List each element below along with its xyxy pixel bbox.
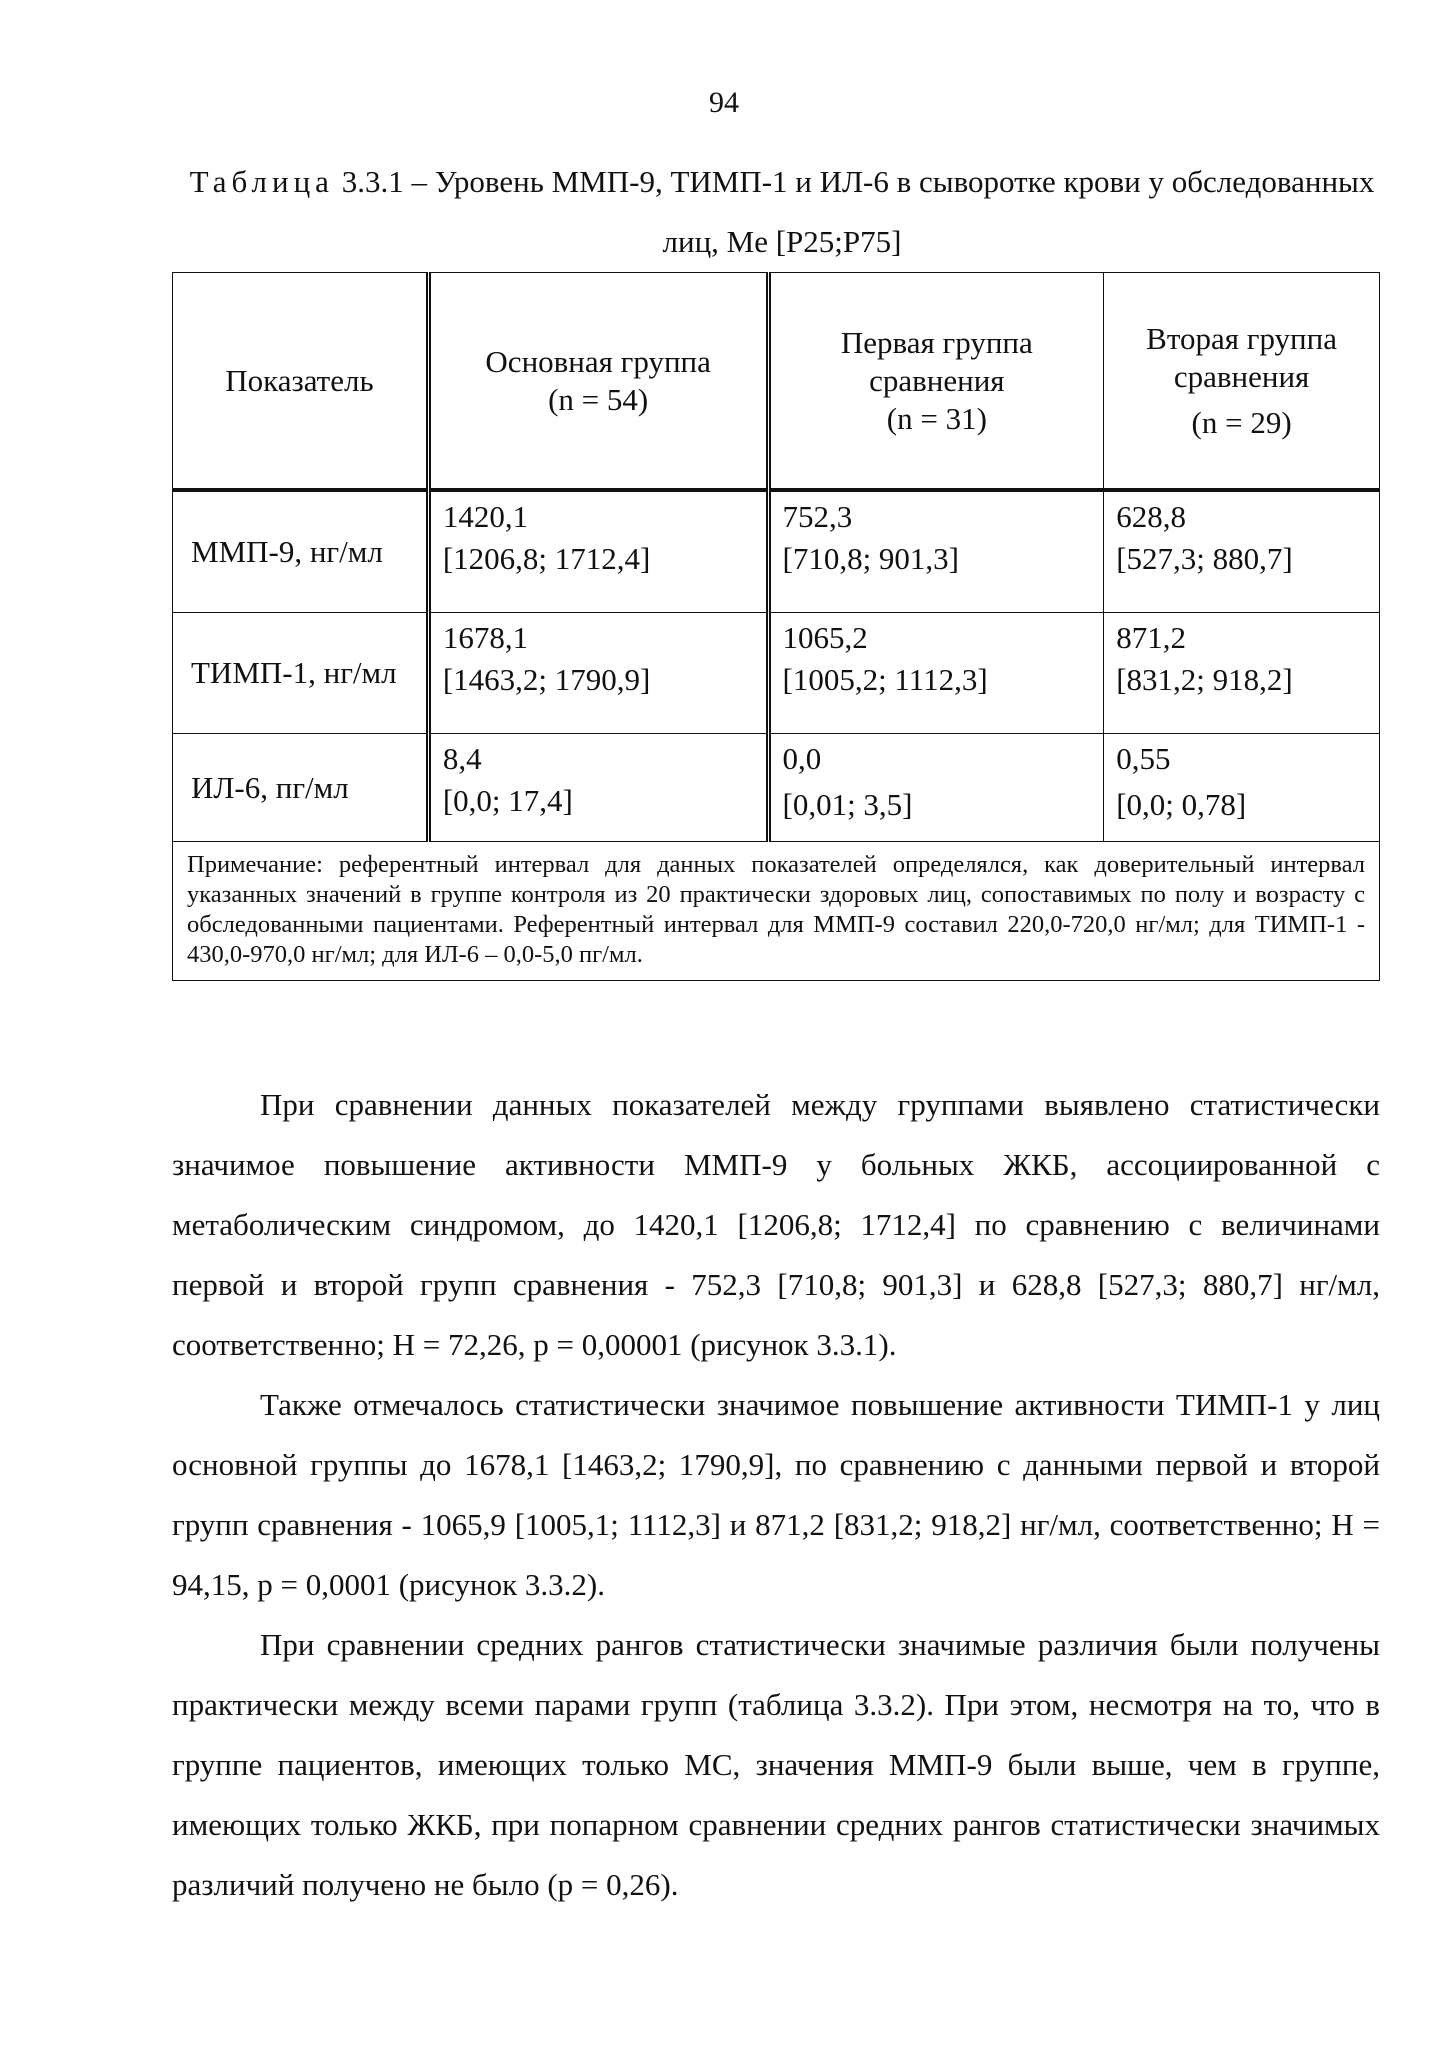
header-line: Вторая группа bbox=[1146, 320, 1338, 356]
median-value: 1065,2 bbox=[782, 620, 868, 655]
table-cell bbox=[768, 613, 1104, 734]
results-table bbox=[172, 272, 1380, 981]
table-cell bbox=[768, 734, 1104, 842]
row-parameter: ММП-9, нг/мл bbox=[173, 490, 429, 613]
row-parameter: ИЛ-6, пг/мл bbox=[173, 734, 429, 842]
paragraph: При сравнении средних рангов статистически значимые различия были получены практически между всеми парами групп (таблица 3.3.2). При этом, несмотря на то, что в группе пациентов, имеющих только МС, значения ММП-9 были выше, чем в группе, имеющих только ЖКБ, при попарном сравнении средних рангов статистически значимых различий получено не было (р = 0,26). bbox=[172, 1627, 1380, 1902]
paragraph: Также отмечалось статистически значимое повышение активности ТИМП-1 у лиц основной группы до 1678,1 [1463,2; 1790,9], по сравнению с данными первой и второй групп сравнения - 1065,9 [1005,1; 1112,3] и 871,2 [831,2; 918,2] нг/мл, соответственно; Н = 94,15, р = 0,0001 (рисунок 3.3.2). bbox=[172, 1387, 1380, 1602]
table-cell bbox=[428, 490, 768, 613]
paragraph: При сравнении данных показателей между группами выявлено статистически значимое повышение активности ММП-9 у больных ЖКБ, ассоциированной с метаболическим синдромом, до 1420,1 [1206,8; 1712,4] по сравнению с величинами первой и второй групп сравнения - 752,3 [710,8; 901,3] и 628,8 [527,3; 880,7] нг/мл, соответственно; Н = 72,26, р = 0,00001 (рисунок 3.3.1). bbox=[172, 1087, 1380, 1362]
table-cell bbox=[1104, 613, 1380, 734]
quartile-range: [1463,2; 1790,9] bbox=[442, 662, 651, 697]
quartile-range: [831,2; 918,2] bbox=[1116, 662, 1293, 697]
table-cell bbox=[1104, 734, 1380, 842]
table-row bbox=[173, 734, 1380, 842]
table-row bbox=[173, 613, 1380, 734]
header-line: Первая группа bbox=[840, 324, 1033, 360]
header-line: сравнения bbox=[869, 362, 1005, 398]
median-value: 628,8 bbox=[1116, 499, 1186, 534]
row-parameter: ТИМП-1, нг/мл bbox=[173, 613, 429, 734]
header-line: (n = 54) bbox=[548, 381, 649, 417]
header-line: сравнения bbox=[1173, 358, 1310, 394]
table-cell bbox=[428, 734, 768, 842]
table-row bbox=[173, 490, 1380, 613]
page-number: 94 bbox=[709, 86, 739, 119]
quartile-range: [1206,8; 1712,4] bbox=[442, 541, 651, 576]
body-text bbox=[172, 1075, 1380, 1915]
median-value: 8,4 bbox=[442, 741, 482, 776]
header-first-comparison-group bbox=[768, 273, 1104, 491]
header-line: Показатель bbox=[225, 362, 374, 398]
table-note: Примечание: референтный интервал для данных показателей определялся, как доверительный интервал указанных значений в группе контроля из 20 практически здоровых лиц, сопоставимых по полу и возрасту с обследованными пациентами. Референтный интервал для ММП-9 составил 220,0-720,0 нг/мл; для ТИМП-1 - 430,0-970,0 нг/мл; для ИЛ-6 – 0,0-5,0 пг/мл. bbox=[173, 842, 1380, 981]
median-value: 1678,1 bbox=[442, 620, 529, 655]
quartile-range: [710,8; 901,3] bbox=[782, 541, 960, 576]
quartile-range: [0,0; 0,78] bbox=[1116, 787, 1247, 822]
median-value: 871,2 bbox=[1116, 620, 1186, 655]
table-caption bbox=[172, 152, 1392, 272]
header-parameter bbox=[173, 273, 429, 491]
quartile-range: [0,0; 17,4] bbox=[442, 783, 573, 818]
median-value: 752,3 bbox=[782, 499, 853, 534]
table-cell bbox=[768, 490, 1104, 613]
header-line: (n = 29) bbox=[1191, 404, 1292, 440]
table-header-row bbox=[173, 273, 1380, 491]
median-value: 0,0 bbox=[782, 741, 822, 776]
quartile-range: [527,3; 880,7] bbox=[1116, 541, 1293, 576]
table-cell bbox=[428, 613, 768, 734]
header-second-comparison-group bbox=[1104, 273, 1380, 491]
header-line: Основная группа bbox=[485, 343, 711, 379]
caption-label: Таблица bbox=[189, 164, 334, 199]
caption-text: 3.3.1 – Уровень ММП-9, ТИМП-1 и ИЛ-6 в сыворотке крови у обследованных лиц, Me [P25;P75] bbox=[333, 164, 1375, 259]
quartile-range: [0,01; 3,5] bbox=[782, 787, 913, 822]
table-note-row bbox=[173, 842, 1380, 981]
median-value: 1420,1 bbox=[442, 499, 529, 534]
header-main-group bbox=[428, 273, 768, 491]
table-cell bbox=[1104, 490, 1380, 613]
header-line: (n = 31) bbox=[886, 400, 987, 436]
quartile-range: [1005,2; 1112,3] bbox=[782, 662, 988, 697]
median-value: 0,55 bbox=[1116, 741, 1171, 776]
